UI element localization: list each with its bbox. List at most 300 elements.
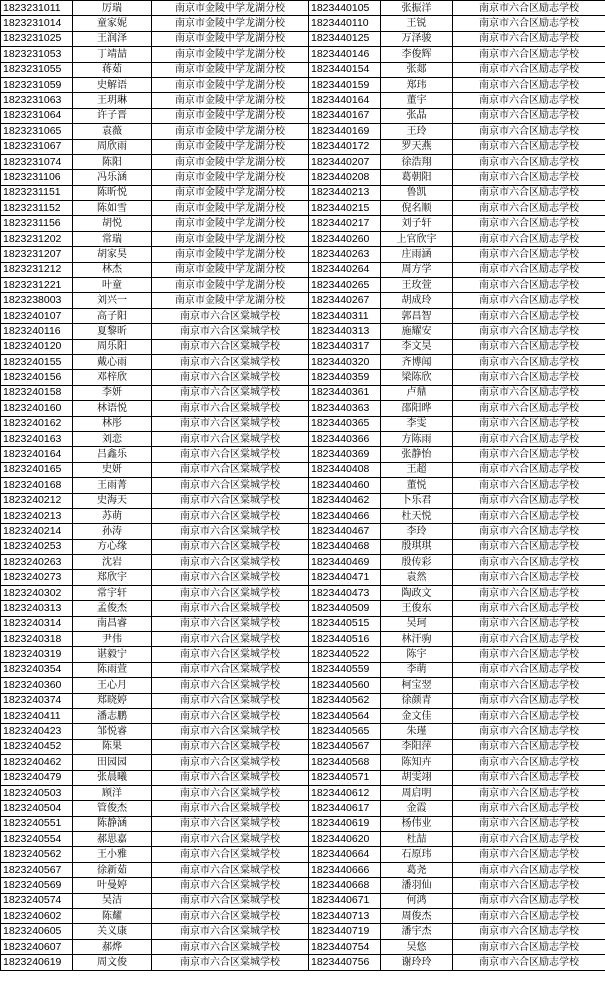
right-school-cell: 南京市六合区励志学校 <box>453 247 605 262</box>
right-exam-id-cell: 1823440666 <box>309 862 381 877</box>
table-row <box>1 16 605 31</box>
left-name-cell: 李妍 <box>73 385 152 400</box>
left-name-cell: 吴洁 <box>73 893 152 908</box>
left-name-cell: 周欣雨 <box>73 139 152 154</box>
left-name-cell: 丁靖喆 <box>73 47 152 62</box>
right-exam-id-cell: 1823440363 <box>309 401 381 416</box>
left-exam-id-cell: 1823240562 <box>1 847 73 862</box>
right-exam-id-cell: 1823440468 <box>309 539 381 554</box>
left-school-cell: 南京市六合区棠城学校 <box>152 462 309 477</box>
right-school-cell: 南京市六合区励志学校 <box>453 431 605 446</box>
left-name-cell: 陈静涵 <box>73 816 152 831</box>
left-name-cell: 史妍 <box>73 462 152 477</box>
left-school-cell: 南京市六合区棠城学校 <box>152 354 309 369</box>
right-exam-id-cell: 1823440369 <box>309 447 381 462</box>
right-exam-id-cell: 1823440469 <box>309 555 381 570</box>
right-name-cell: 谢玲玲 <box>381 955 453 970</box>
left-school-cell: 南京市金陵中学龙湖分校 <box>152 31 309 46</box>
left-school-cell: 南京市六合区棠城学校 <box>152 801 309 816</box>
table-row <box>1 570 605 585</box>
left-name-cell: 孟俊杰 <box>73 601 152 616</box>
right-name-cell: 梁陈欣 <box>381 370 453 385</box>
right-name-cell: 殷传彩 <box>381 555 453 570</box>
left-school-cell: 南京市六合区棠城学校 <box>152 724 309 739</box>
right-school-cell: 南京市六合区励志学校 <box>453 231 605 246</box>
left-school-cell: 南京市六合区棠城学校 <box>152 616 309 631</box>
right-school-cell: 南京市六合区励志学校 <box>453 324 605 339</box>
left-school-cell: 南京市金陵中学龙湖分校 <box>152 139 309 154</box>
table-row <box>1 431 605 446</box>
right-name-cell: 郑玮 <box>381 77 453 92</box>
right-name-cell: 杜天悦 <box>381 508 453 523</box>
left-exam-id-cell: 1823231064 <box>1 108 73 123</box>
table-row <box>1 955 605 970</box>
left-name-cell: 苏萌 <box>73 508 152 523</box>
right-name-cell: 万泽骏 <box>381 31 453 46</box>
right-exam-id-cell: 1823440105 <box>309 1 381 16</box>
table-row <box>1 154 605 169</box>
left-exam-id-cell: 1823240574 <box>1 893 73 908</box>
left-name-cell: 关义康 <box>73 924 152 939</box>
right-school-cell: 南京市六合区励志学校 <box>453 139 605 154</box>
left-exam-id-cell: 1823231074 <box>1 154 73 169</box>
left-school-cell: 南京市六合区棠城学校 <box>152 862 309 877</box>
right-exam-id-cell: 1823440564 <box>309 708 381 723</box>
right-school-cell: 南京市六合区励志学校 <box>453 862 605 877</box>
table-row <box>1 339 605 354</box>
right-school-cell: 南京市六合区励志学校 <box>453 47 605 62</box>
right-exam-id-cell: 1823440719 <box>309 924 381 939</box>
right-name-cell: 林汗驹 <box>381 632 453 647</box>
right-school-cell: 南京市六合区励志学校 <box>453 108 605 123</box>
right-name-cell: 陶政文 <box>381 585 453 600</box>
right-exam-id-cell: 1823440154 <box>309 62 381 77</box>
right-name-cell: 袁然 <box>381 570 453 585</box>
left-exam-id-cell: 1823240273 <box>1 570 73 585</box>
left-name-cell: 邹悦睿 <box>73 724 152 739</box>
right-name-cell: 杨伟业 <box>381 816 453 831</box>
left-school-cell: 南京市六合区棠城学校 <box>152 478 309 493</box>
table-row <box>1 647 605 662</box>
left-exam-id-cell: 1823231059 <box>1 77 73 92</box>
right-name-cell: 李雯 <box>381 416 453 431</box>
right-school-cell: 南京市六合区励志学校 <box>453 370 605 385</box>
right-exam-id-cell: 1823440366 <box>309 431 381 446</box>
right-school-cell: 南京市六合区励志学校 <box>453 847 605 862</box>
right-exam-id-cell: 1823440713 <box>309 909 381 924</box>
table-row <box>1 124 605 139</box>
left-exam-id-cell: 1823240162 <box>1 416 73 431</box>
left-exam-id-cell: 1823240360 <box>1 678 73 693</box>
table-row <box>1 462 605 477</box>
right-school-cell: 南京市六合区励志学校 <box>453 801 605 816</box>
table-row <box>1 493 605 508</box>
left-school-cell: 南京市六合区棠城学校 <box>152 924 309 939</box>
left-school-cell: 南京市金陵中学龙湖分校 <box>152 170 309 185</box>
right-name-cell: 李玲 <box>381 524 453 539</box>
left-exam-id-cell: 1823240165 <box>1 462 73 477</box>
table-row <box>1 478 605 493</box>
right-exam-id-cell: 1823440365 <box>309 416 381 431</box>
right-name-cell: 张郯 <box>381 62 453 77</box>
right-school-cell: 南京市六合区励志学校 <box>453 401 605 416</box>
right-exam-id-cell: 1823440567 <box>309 739 381 754</box>
right-exam-id-cell: 1823440164 <box>309 93 381 108</box>
table-row <box>1 524 605 539</box>
right-name-cell: 罗天燕 <box>381 139 453 154</box>
left-school-cell: 南京市六合区棠城学校 <box>152 493 309 508</box>
table-row <box>1 770 605 785</box>
left-name-cell: 常瑞 <box>73 231 152 246</box>
left-exam-id-cell: 1823240168 <box>1 478 73 493</box>
table-row <box>1 678 605 693</box>
right-school-cell: 南京市六合区励志学校 <box>453 339 605 354</box>
left-name-cell: 厉瑞 <box>73 1 152 16</box>
table-row <box>1 755 605 770</box>
right-school-cell: 南京市六合区励志学校 <box>453 755 605 770</box>
table-row <box>1 231 605 246</box>
right-school-cell: 南京市六合区励志学校 <box>453 416 605 431</box>
right-name-cell: 张振洋 <box>381 1 453 16</box>
left-school-cell: 南京市金陵中学龙湖分校 <box>152 154 309 169</box>
left-exam-id-cell: 1823240120 <box>1 339 73 354</box>
table-row <box>1 632 605 647</box>
left-name-cell: 陈雨萱 <box>73 662 152 677</box>
right-name-cell: 陈宇 <box>381 647 453 662</box>
table-row <box>1 62 605 77</box>
left-school-cell: 南京市金陵中学龙湖分校 <box>152 93 309 108</box>
left-school-cell: 南京市六合区棠城学校 <box>152 555 309 570</box>
left-exam-id-cell: 1823231151 <box>1 185 73 200</box>
left-exam-id-cell: 1823240503 <box>1 785 73 800</box>
table-row <box>1 785 605 800</box>
right-exam-id-cell: 1823440509 <box>309 601 381 616</box>
right-name-cell: 刘子轩 <box>381 216 453 231</box>
left-exam-id-cell: 1823231156 <box>1 216 73 231</box>
table-row <box>1 47 605 62</box>
right-name-cell: 方陈雨 <box>381 431 453 446</box>
left-exam-id-cell: 1823240116 <box>1 324 73 339</box>
table-row <box>1 508 605 523</box>
table-row <box>1 924 605 939</box>
left-school-cell: 南京市六合区棠城学校 <box>152 893 309 908</box>
left-exam-id-cell: 1823240567 <box>1 862 73 877</box>
table-row <box>1 909 605 924</box>
left-name-cell: 王小雅 <box>73 847 152 862</box>
right-name-cell: 鲁凯 <box>381 185 453 200</box>
left-exam-id-cell: 1823231065 <box>1 124 73 139</box>
table-row <box>1 31 605 46</box>
left-exam-id-cell: 1823240163 <box>1 431 73 446</box>
left-name-cell: 刘恋 <box>73 431 152 446</box>
right-exam-id-cell: 1823440559 <box>309 662 381 677</box>
table-row <box>1 939 605 954</box>
right-exam-id-cell: 1823440359 <box>309 370 381 385</box>
right-exam-id-cell: 1823440125 <box>309 31 381 46</box>
left-exam-id-cell: 1823231221 <box>1 278 73 293</box>
left-name-cell: 蒋茹 <box>73 62 152 77</box>
right-school-cell: 南京市六合区励志学校 <box>453 185 605 200</box>
left-name-cell: 徐新茹 <box>73 862 152 877</box>
right-exam-id-cell: 1823440562 <box>309 693 381 708</box>
right-name-cell: 周俊杰 <box>381 909 453 924</box>
right-exam-id-cell: 1823440568 <box>309 755 381 770</box>
left-exam-id-cell: 1823240107 <box>1 308 73 323</box>
right-school-cell: 南京市六合区励志学校 <box>453 924 605 939</box>
right-school-cell: 南京市六合区励志学校 <box>453 601 605 616</box>
right-name-cell: 董悦 <box>381 478 453 493</box>
left-school-cell: 南京市六合区棠城学校 <box>152 632 309 647</box>
right-school-cell: 南京市六合区励志学校 <box>453 308 605 323</box>
right-name-cell: 张静怡 <box>381 447 453 462</box>
left-exam-id-cell: 1823240423 <box>1 724 73 739</box>
right-exam-id-cell: 1823440466 <box>309 508 381 523</box>
left-name-cell: 王雨菁 <box>73 478 152 493</box>
right-name-cell: 柯宝翌 <box>381 678 453 693</box>
table-row <box>1 1 605 16</box>
table-row <box>1 862 605 877</box>
left-school-cell: 南京市金陵中学龙湖分校 <box>152 124 309 139</box>
right-exam-id-cell: 1823440671 <box>309 893 381 908</box>
left-exam-id-cell: 1823240602 <box>1 909 73 924</box>
right-school-cell: 南京市六合区励志学校 <box>453 508 605 523</box>
right-school-cell: 南京市六合区励志学校 <box>453 124 605 139</box>
right-name-cell: 陈知卉 <box>381 755 453 770</box>
right-name-cell: 邵阳晔 <box>381 401 453 416</box>
left-name-cell: 王润泽 <box>73 31 152 46</box>
left-exam-id-cell: 1823240605 <box>1 924 73 939</box>
left-school-cell: 南京市六合区棠城学校 <box>152 385 309 400</box>
right-exam-id-cell: 1823440172 <box>309 139 381 154</box>
right-name-cell: 殷琪琪 <box>381 539 453 554</box>
table-row <box>1 555 605 570</box>
right-name-cell: 金文佳 <box>381 708 453 723</box>
right-exam-id-cell: 1823440313 <box>309 324 381 339</box>
table-body <box>1 1 605 971</box>
left-school-cell: 南京市六合区棠城学校 <box>152 785 309 800</box>
left-school-cell: 南京市金陵中学龙湖分校 <box>152 262 309 277</box>
right-name-cell: 胡雯翊 <box>381 770 453 785</box>
right-exam-id-cell: 1823440213 <box>309 185 381 200</box>
left-name-cell: 陈如雪 <box>73 201 152 216</box>
left-exam-id-cell: 1823240479 <box>1 770 73 785</box>
right-exam-id-cell: 1823440215 <box>309 201 381 216</box>
right-exam-id-cell: 1823440462 <box>309 493 381 508</box>
left-school-cell: 南京市六合区棠城学校 <box>152 508 309 523</box>
right-school-cell: 南京市六合区励志学校 <box>453 939 605 954</box>
table-row <box>1 170 605 185</box>
left-school-cell: 南京市六合区棠城学校 <box>152 832 309 847</box>
right-school-cell: 南京市六合区励志学校 <box>453 632 605 647</box>
left-exam-id-cell: 1823240569 <box>1 878 73 893</box>
left-name-cell: 张晨曦 <box>73 770 152 785</box>
left-school-cell: 南京市金陵中学龙湖分校 <box>152 216 309 231</box>
left-name-cell: 史海天 <box>73 493 152 508</box>
left-exam-id-cell: 1823231063 <box>1 93 73 108</box>
table-row <box>1 832 605 847</box>
right-exam-id-cell: 1823440612 <box>309 785 381 800</box>
left-school-cell: 南京市金陵中学龙湖分校 <box>152 62 309 77</box>
left-name-cell: 沈岩 <box>73 555 152 570</box>
left-exam-id-cell: 1823240253 <box>1 539 73 554</box>
left-exam-id-cell: 1823240554 <box>1 832 73 847</box>
left-school-cell: 南京市六合区棠城学校 <box>152 447 309 462</box>
left-school-cell: 南京市六合区棠城学校 <box>152 647 309 662</box>
right-school-cell: 南京市六合区励志学校 <box>453 555 605 570</box>
table-row <box>1 816 605 831</box>
right-school-cell: 南京市六合区励志学校 <box>453 31 605 46</box>
right-name-cell: 胡成玲 <box>381 293 453 308</box>
right-name-cell: 吴珂 <box>381 616 453 631</box>
left-exam-id-cell: 1823231053 <box>1 47 73 62</box>
left-name-cell: 冯乐涵 <box>73 170 152 185</box>
right-exam-id-cell: 1823440473 <box>309 585 381 600</box>
right-exam-id-cell: 1823440522 <box>309 647 381 662</box>
right-school-cell: 南京市六合区励志学校 <box>453 816 605 831</box>
left-name-cell: 王心月 <box>73 678 152 693</box>
table-row <box>1 708 605 723</box>
left-school-cell: 南京市六合区棠城学校 <box>152 708 309 723</box>
left-exam-id-cell: 1823240164 <box>1 447 73 462</box>
right-school-cell: 南京市六合区励志学校 <box>453 878 605 893</box>
table-row <box>1 385 605 400</box>
right-exam-id-cell: 1823440217 <box>309 216 381 231</box>
left-school-cell: 南京市六合区棠城学校 <box>152 909 309 924</box>
left-name-cell: 童家妮 <box>73 16 152 31</box>
left-school-cell: 南京市六合区棠城学校 <box>152 693 309 708</box>
right-name-cell: 王超 <box>381 462 453 477</box>
left-name-cell: 刘兴一 <box>73 293 152 308</box>
left-school-cell: 南京市六合区棠城学校 <box>152 662 309 677</box>
right-school-cell: 南京市六合区励志学校 <box>453 447 605 462</box>
left-exam-id-cell: 1823240302 <box>1 585 73 600</box>
left-school-cell: 南京市金陵中学龙湖分校 <box>152 1 309 16</box>
left-exam-id-cell: 1823240155 <box>1 354 73 369</box>
left-school-cell: 南京市金陵中学龙湖分校 <box>152 47 309 62</box>
left-exam-id-cell: 1823231212 <box>1 262 73 277</box>
left-school-cell: 南京市六合区棠城学校 <box>152 878 309 893</box>
table-row <box>1 201 605 216</box>
left-name-cell: 高子阳 <box>73 308 152 323</box>
right-name-cell: 徐颜青 <box>381 693 453 708</box>
table-row <box>1 601 605 616</box>
right-name-cell: 王俊东 <box>381 601 453 616</box>
left-school-cell: 南京市六合区棠城学校 <box>152 770 309 785</box>
right-school-cell: 南京市六合区励志学校 <box>453 909 605 924</box>
right-school-cell: 南京市六合区励志学校 <box>453 770 605 785</box>
table-row <box>1 585 605 600</box>
right-school-cell: 南京市六合区励志学校 <box>453 77 605 92</box>
left-exam-id-cell: 1823240313 <box>1 601 73 616</box>
table-row <box>1 354 605 369</box>
right-school-cell: 南京市六合区励志学校 <box>453 385 605 400</box>
right-school-cell: 南京市六合区励志学校 <box>453 216 605 231</box>
right-name-cell: 施耀安 <box>381 324 453 339</box>
left-name-cell: 袁薇 <box>73 124 152 139</box>
left-name-cell: 郝思嘉 <box>73 832 152 847</box>
right-exam-id-cell: 1823440516 <box>309 632 381 647</box>
left-exam-id-cell: 1823231202 <box>1 231 73 246</box>
left-exam-id-cell: 1823240551 <box>1 816 73 831</box>
left-school-cell: 南京市六合区棠城学校 <box>152 339 309 354</box>
right-exam-id-cell: 1823440146 <box>309 47 381 62</box>
right-name-cell: 王玫萱 <box>381 278 453 293</box>
right-school-cell: 南京市六合区励志学校 <box>453 524 605 539</box>
right-school-cell: 南京市六合区励志学校 <box>453 739 605 754</box>
right-school-cell: 南京市六合区励志学校 <box>453 462 605 477</box>
left-name-cell: 叶曼婷 <box>73 878 152 893</box>
left-school-cell: 南京市六合区棠城学校 <box>152 308 309 323</box>
right-name-cell: 周方学 <box>381 262 453 277</box>
right-exam-id-cell: 1823440159 <box>309 77 381 92</box>
left-name-cell: 郝烨 <box>73 939 152 954</box>
left-name-cell: 吕鑫乐 <box>73 447 152 462</box>
right-school-cell: 南京市六合区励志学校 <box>453 955 605 970</box>
left-name-cell: 周乐阳 <box>73 339 152 354</box>
right-school-cell: 南京市六合区励志学校 <box>453 616 605 631</box>
right-name-cell: 葛朝阳 <box>381 170 453 185</box>
right-exam-id-cell: 1823440560 <box>309 678 381 693</box>
left-name-cell: 邓梓欣 <box>73 370 152 385</box>
right-name-cell: 庄雨涵 <box>381 247 453 262</box>
table-row <box>1 447 605 462</box>
right-school-cell: 南京市六合区励志学校 <box>453 170 605 185</box>
left-name-cell: 潘志鹏 <box>73 708 152 723</box>
right-exam-id-cell: 1823440460 <box>309 478 381 493</box>
left-name-cell: 许子晋 <box>73 108 152 123</box>
table-row <box>1 724 605 739</box>
right-name-cell: 卜乐君 <box>381 493 453 508</box>
right-school-cell: 南京市六合区励志学校 <box>453 832 605 847</box>
right-exam-id-cell: 1823440317 <box>309 339 381 354</box>
left-exam-id-cell: 1823240314 <box>1 616 73 631</box>
right-school-cell: 南京市六合区励志学校 <box>453 662 605 677</box>
table-row <box>1 185 605 200</box>
table-row <box>1 139 605 154</box>
left-school-cell: 南京市金陵中学龙湖分校 <box>152 77 309 92</box>
right-exam-id-cell: 1823440110 <box>309 16 381 31</box>
right-school-cell: 南京市六合区励志学校 <box>453 585 605 600</box>
right-name-cell: 朱瑾 <box>381 724 453 739</box>
right-school-cell: 南京市六合区励志学校 <box>453 539 605 554</box>
left-name-cell: 夏黎昕 <box>73 324 152 339</box>
left-school-cell: 南京市六合区棠城学校 <box>152 939 309 954</box>
left-name-cell: 戴心雨 <box>73 354 152 369</box>
right-exam-id-cell: 1823440260 <box>309 231 381 246</box>
table-row <box>1 801 605 816</box>
left-name-cell: 管俊杰 <box>73 801 152 816</box>
right-name-cell: 何鸿 <box>381 893 453 908</box>
right-name-cell: 上官欣宇 <box>381 231 453 246</box>
left-name-cell: 谌毅宁 <box>73 647 152 662</box>
right-name-cell: 葛尧 <box>381 862 453 877</box>
left-exam-id-cell: 1823240212 <box>1 493 73 508</box>
left-name-cell: 郑欣宇 <box>73 570 152 585</box>
right-exam-id-cell: 1823440265 <box>309 278 381 293</box>
table-row <box>1 93 605 108</box>
right-name-cell: 郭昌智 <box>381 308 453 323</box>
table-row <box>1 662 605 677</box>
left-exam-id-cell: 1823240156 <box>1 370 73 385</box>
table-row <box>1 77 605 92</box>
left-school-cell: 南京市金陵中学龙湖分校 <box>152 278 309 293</box>
table-row <box>1 108 605 123</box>
right-school-cell: 南京市六合区励志学校 <box>453 785 605 800</box>
left-exam-id-cell: 1823240263 <box>1 555 73 570</box>
left-exam-id-cell: 1823240318 <box>1 632 73 647</box>
left-name-cell: 孙涛 <box>73 524 152 539</box>
table-row <box>1 262 605 277</box>
